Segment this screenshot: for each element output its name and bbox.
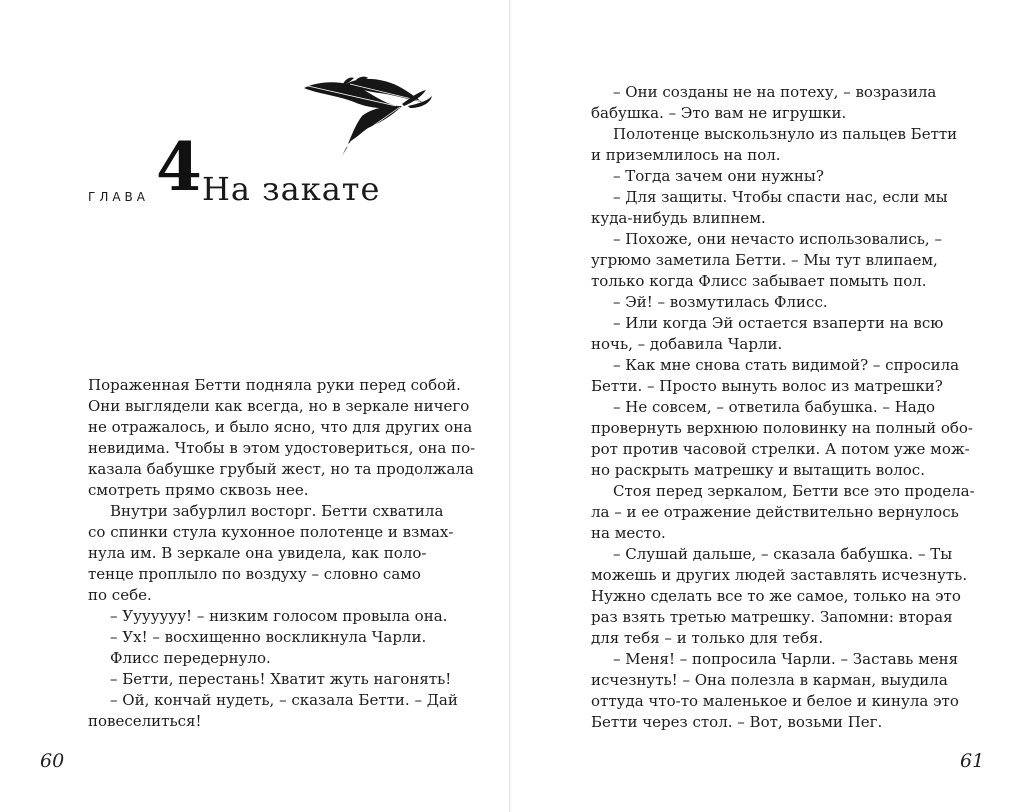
right-page-text (591, 82, 975, 733)
text-line: – Похоже, они нечасто использовались, – (613, 230, 942, 248)
text-line: Пораженная Бетти подняла руки перед собой. (88, 376, 461, 394)
text-line: ночь, – добавила Чарли. (591, 335, 783, 353)
feather-lower (348, 106, 402, 144)
text-line: Полотенце выскользнуло из пальцев Бетти (613, 125, 958, 143)
text-line: рот против часовой стрелки. А потом уже мож- (591, 440, 970, 458)
text-line: – Они созданы не на потеху, – возразила (613, 83, 937, 101)
text-line: можешь и других людей заставлять исчезнуть. (591, 566, 968, 584)
text-line: – Для защиты. Чтобы спасти нас, если мы (613, 188, 948, 206)
text-line: Бетти через стол. – Вот, возьми Пег. (591, 713, 883, 731)
text-line: Внутри забурлил восторг. Бетти схватила (110, 502, 444, 520)
text-line: бабушка. – Это вам не игрушки. (591, 104, 847, 122)
text-line: но раскрыть матрешку и вытащить волос. (591, 461, 925, 479)
text-line: Флисс передернуло. (110, 649, 271, 667)
text-line: – Меня! – попросила Чарли. – Заставь меня (613, 650, 959, 668)
text-line: – Эй! – возмутилась Флисс. (613, 293, 828, 311)
text-line: Нужно сделать все то же самое, только на это (591, 587, 961, 605)
text-line: невидима. Чтобы в этом удостовериться, она по- (88, 439, 476, 457)
book-gutter (509, 0, 511, 812)
text-line: Стоя перед зеркалом, Бетти все это проделa- (613, 482, 975, 500)
text-line: – Слушай дальше, – сказала бабушка. – Ты (613, 545, 953, 563)
text-line: – Не совсем, – ответила бабушка. – Надо (613, 398, 935, 416)
page-number-left: 60 (40, 750, 65, 772)
text-line: куда-нибудь влипнем. (591, 209, 766, 227)
text-line: – Бетти, перестань! Хватит жуть нагонять! (110, 670, 452, 688)
left-page-text (88, 375, 476, 732)
text-line: – Или когда Эй остается взаперти на всю (613, 314, 944, 332)
right-page (512, 0, 1014, 812)
text-line: угрюмо заметила Бетти. – Мы тут влипаем, (591, 251, 938, 269)
chapter-number: 4 (156, 128, 202, 206)
text-line: казала бабушке грубый жест, но та продолжала (88, 460, 474, 478)
text-line: тенце проплыло по воздуху – словно само (88, 565, 421, 583)
chapter-label: ГЛАВА (88, 190, 149, 204)
text-line: и приземлилось на пол. (591, 146, 781, 164)
text-line: не отражалось, и было ясно, что для других она (88, 418, 473, 436)
text-line: для тебя – и только для тебя. (591, 629, 824, 647)
text-line: Они выглядели как всегда, но в зеркале ничего (88, 397, 470, 415)
text-line: – Ой, кончай нудеть, – сказала Бетти. – Дай (110, 691, 458, 709)
text-line: со спинки стула кухонное полотенце и взмах- (88, 523, 454, 541)
text-line: по себе. (88, 586, 152, 604)
text-line: – Как мне снова стать видимой? – спросила (613, 356, 960, 374)
text-line: на место. (591, 524, 666, 542)
text-line: только когда Флисс забывает помыть пол. (591, 272, 927, 290)
text-line: исчезнуть! – Она полезла в карман, выудила (591, 671, 948, 689)
text-line: нула им. В зеркале она увидела, как поло- (88, 544, 427, 562)
text-line: смотреть прямо сквозь нее. (88, 481, 309, 499)
text-line: оттуда что-то маленькое и белое и кинула это (591, 692, 959, 710)
feathers-illustration (302, 76, 434, 160)
page-number-right: 61 (960, 750, 985, 772)
text-line: провернуть верхнюю половинку на полный обо- (591, 419, 974, 437)
text-line: ла – и ее отражение действительно вернулось (591, 503, 959, 521)
text-line: повеселиться! (88, 712, 202, 730)
text-line: – Ух! – восхищенно воскликнула Чарли. (110, 628, 427, 646)
text-line: – Тогда зачем они нужны? (613, 167, 824, 185)
text-line: раз взять третью матрешку. Запомни: вторая (591, 608, 953, 626)
text-line: – Ууууууу! – низким голосом провыла она. (110, 607, 448, 625)
text-line: Бетти. – Просто вынуть волос из матрешки? (591, 377, 943, 395)
chapter-title: На закате (202, 170, 381, 208)
